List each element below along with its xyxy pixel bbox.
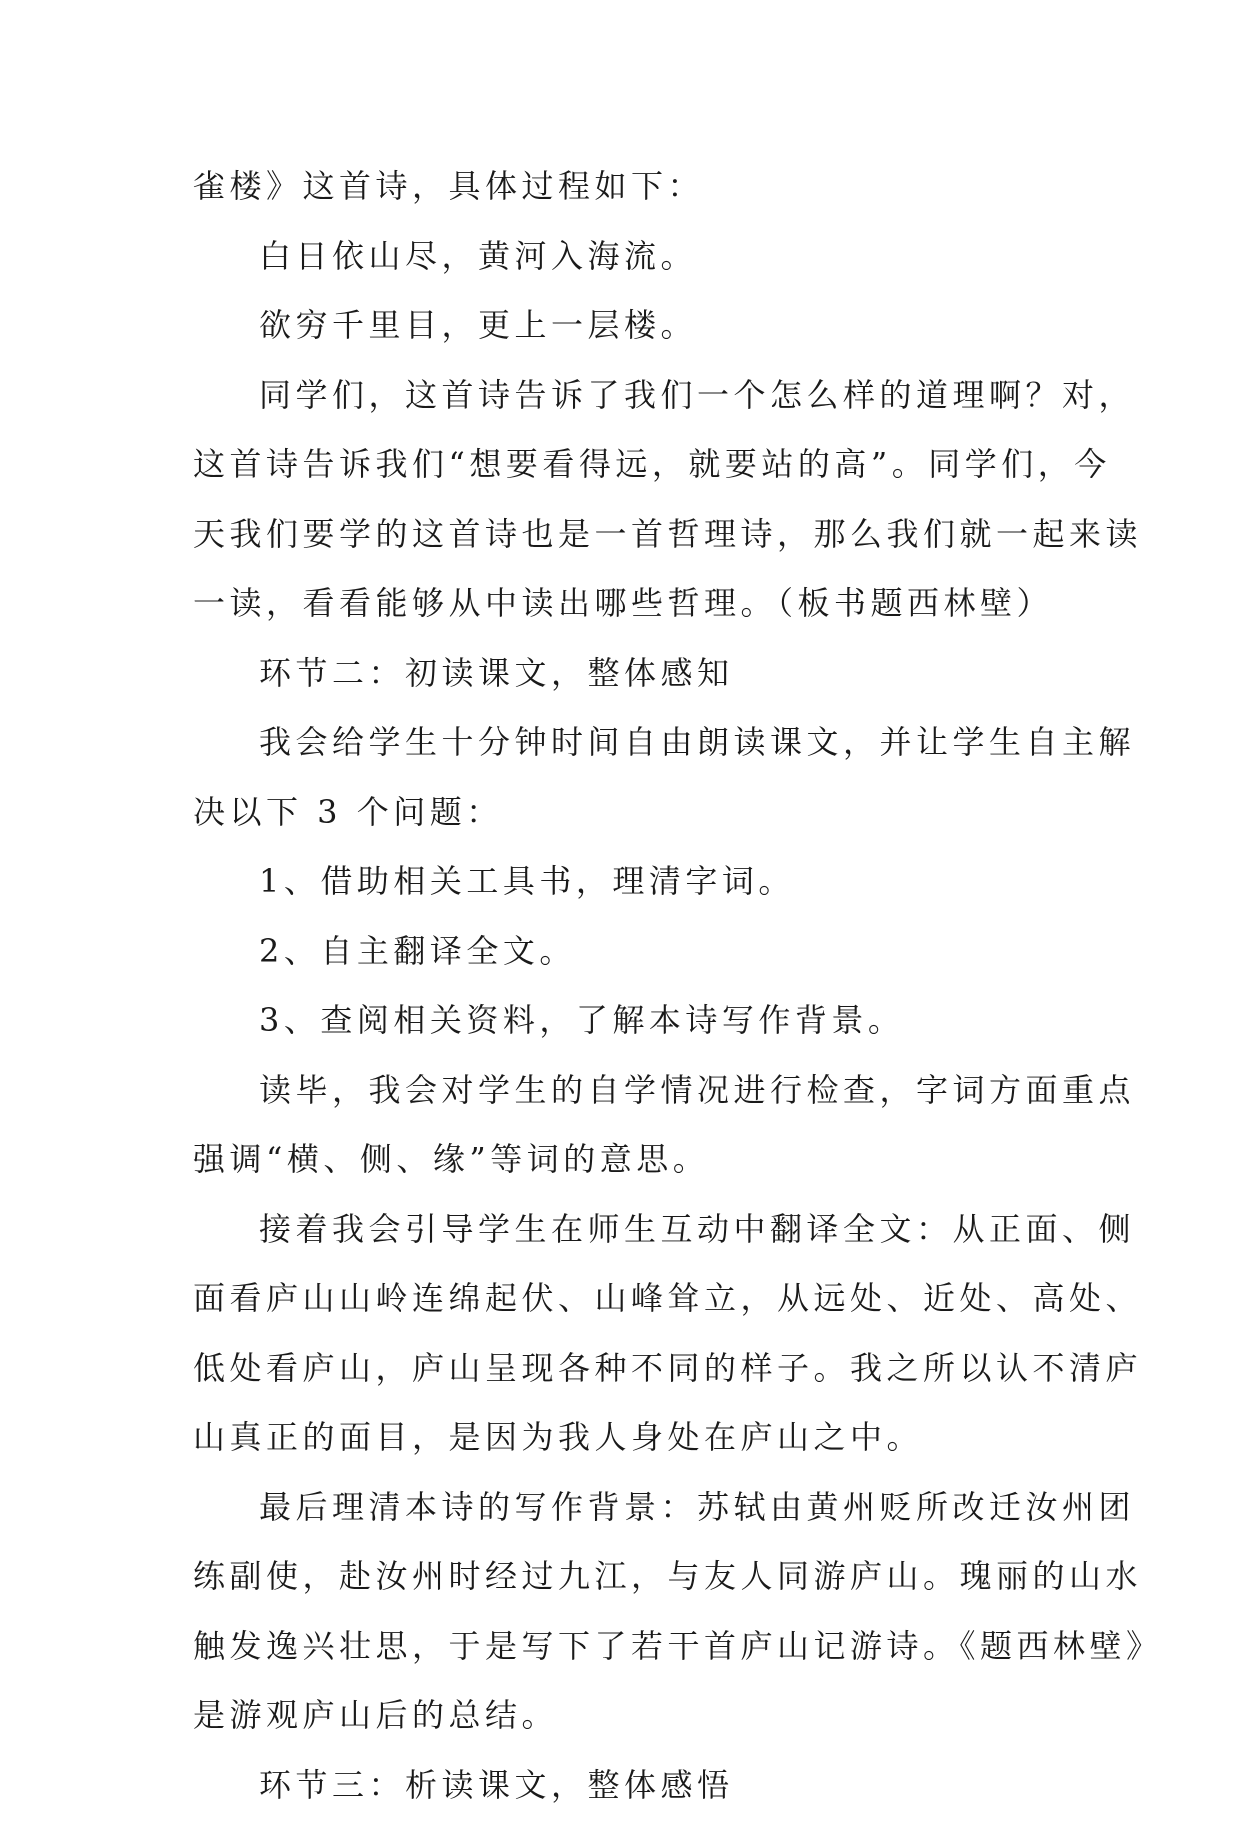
text-line: 1、借助相关工具书，理清字词。	[193, 851, 1055, 921]
document-body	[193, 156, 1055, 1824]
text-line: 低处看庐山，庐山呈现各种不同的样子。我之所以认不清庐	[193, 1338, 1055, 1408]
text-line: 我会给学生十分钟时间自由朗读课文，并让学生自主解	[193, 712, 1055, 782]
text-line: 读毕，我会对学生的自学情况进行检查，字词方面重点	[193, 1060, 1055, 1130]
text-line: 面看庐山山岭连绵起伏、山峰耸立，从远处、近处、高处、	[193, 1268, 1055, 1338]
text-line: 山真正的面目，是因为我人身处在庐山之中。	[193, 1407, 1055, 1477]
text-line: 这首诗告诉我们“想要看得远，就要站的高”。同学们，今	[193, 434, 1055, 504]
text-line: 是游观庐山后的总结。	[193, 1685, 1055, 1755]
text-line: 欲穷千里目，更上一层楼。	[193, 295, 1055, 365]
text-line: 最后理清本诗的写作背景：苏轼由黄州贬所改迁汝州团	[193, 1477, 1055, 1547]
text-line: 白日依山尽，黄河入海流。	[193, 226, 1055, 296]
text-line: 2、自主翻译全文。	[193, 921, 1055, 991]
text-line: 同学们，这首诗告诉了我们一个怎么样的道理啊？对，	[193, 365, 1055, 435]
text-line: 环节二：初读课文，整体感知	[193, 643, 1055, 713]
text-line: 雀楼》这首诗，具体过程如下：	[193, 156, 1055, 226]
text-line: 练副使，赴汝州时经过九江，与友人同游庐山。瑰丽的山水	[193, 1546, 1055, 1616]
text-line: 3、查阅相关资料，了解本诗写作背景。	[193, 990, 1055, 1060]
text-line: 天我们要学的这首诗也是一首哲理诗，那么我们就一起来读	[193, 504, 1055, 574]
text-line: 环节三：析读课文，整体感悟	[193, 1755, 1055, 1824]
text-line: 决以下 3 个问题：	[193, 782, 1055, 852]
text-line: 接着我会引导学生在师生互动中翻译全文：从正面、侧	[193, 1199, 1055, 1269]
text-line: 一读，看看能够从中读出哪些哲理。（板书题西林壁）	[193, 573, 1055, 643]
text-line: 强调“横、侧、缘”等词的意思。	[193, 1129, 1055, 1199]
text-line: 触发逸兴壮思，于是写下了若干首庐山记游诗。《题西林壁》	[193, 1616, 1055, 1686]
